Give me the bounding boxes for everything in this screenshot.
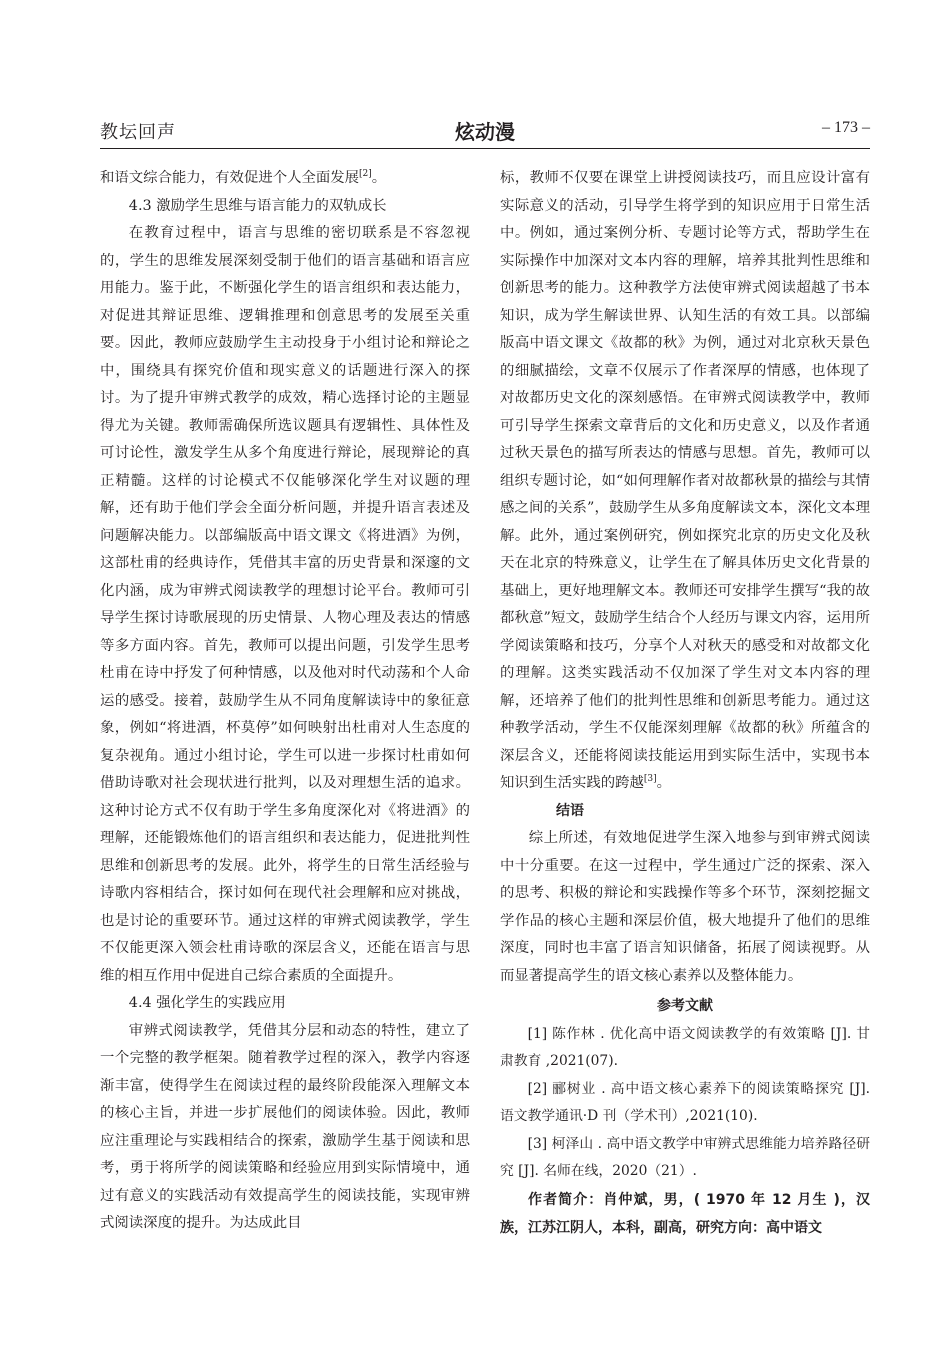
left-column bbox=[100, 165, 470, 1238]
journal-section-title: 教坛回声 bbox=[100, 122, 176, 143]
citation-3: [3] bbox=[643, 774, 657, 785]
conclusion-paragraph: 综上所述，有效地促进学生深入地参与到审辨式阅读中十分重要。在这一过程中，学生通过广泛的探索、深入的思考、积极的辩论和实践操作等多个环节，深刻挖掘文学作品的核心主题和深层价值，极大地提升了他们的思维深度，同时也丰富了语言知识储备，拓展了阅读视野。从而显著提高学生的语文核心素养以及整体能力。 bbox=[500, 830, 870, 984]
section-heading-4-4: 4.4 强化学生的实践应用 bbox=[128, 995, 286, 1011]
intro-text: 和语文综合能力，有效促进个人全面发展 bbox=[100, 170, 360, 186]
section-4-3-paragraph: 在教育过程中，语言与思维的密切联系是不容忽视的，学生的思维发展深刻受制于他们的语言基础和语言应用能力。鉴于此，不断强化学生的语言组织和表达能力，对促进其辩证思维、逻辑推理和创意思考的发展至关重要。因此，教师应鼓励学生主动投身于小组讨论和辩论之中，围绕具有探究价值和现实意义的话题进行深入的探讨。为了提升审辨式教学的成效，精心选择讨论的主题显得尤为关键。教师需确保所选议题具有逻辑性、具体性及可讨论性，激发学生从多个角度进行辩论，展现辩论的真正精髓。这样的讨论模式不仅能够深化学生对议题的理解，还有助于他们学会全面分析问题，并提升语言表述及问题解决能力。以部编版高中语文课文《将进酒》为例，这部杜甫的经典诗作，凭借其丰富的历史背景和深邃的文化内涵，成为审辨式阅读教学的理想讨论平台。教师可引导学生探讨诗歌展现的历史情景、人物心理及表达的情感等多方面内容。首先，教师可以提出问题，引发学生思考杜甫在诗中抒发了何种情感，以及他对时代动荡和个人命运的感受。接着，鼓励学生从不同角度解读诗中的象征意象，例如“将进酒，杯莫停”如何映射出杜甫对人生态度的复杂视角。通过小组讨论，学生可以进一步探讨杜甫如何借助诗歌对社会现状进行批判，以及对理想生活的追求。这种讨论方式不仅有助于学生多角度深化对《将进酒》的理解，还能锻炼他们的语言组织和表达能力，促进批判性思维和创新思考的发展。此外，将学生的日常生活经验与诗歌内容相结合，探讨如何在现代社会理解和应对挑战，也是讨论的重要环节。通过这样的审辨式阅读教学，学生不仅能更深入领会杜甫诗歌的深层含义，还能在语言与思维的相互作用中促进自己综合素质的全面提升。 bbox=[100, 225, 470, 984]
section-heading-4-3: 4.3 激励学生思维与语言能力的双轨成长 bbox=[128, 197, 387, 214]
journal-name: 炫动漫 bbox=[455, 120, 515, 144]
reference-item: [2] 郦树业 . 高中语文核心素养下的阅读策略探究 [J]. 语文教学通讯·D 刊（学术刊）,2021(10). bbox=[500, 1080, 870, 1124]
page-number: – 173 – bbox=[822, 119, 870, 136]
right-column bbox=[500, 165, 870, 1242]
intro-end: 。 bbox=[371, 170, 387, 186]
continued-end: 。 bbox=[656, 775, 672, 791]
continued-text: 标，教师不仅要在课堂上讲授阅读技巧，而且应设计富有实际意义的活动，引导学生将学到的知识应用于日常生活中。例如，通过案例分析、专题讨论等方式，帮助学生在实际操作中加深对文本内容的理解，培养其批判性思维和创新思考的能力。这种教学方法使审辨式阅读超越了书本知识，成为学生解读世界、认知生活的有效工具。以部编版高中语文课文《故都的秋》为例，通过对北京秋天景色的细腻描绘，文章不仅展示了作者深厚的情感，也体现了对故都历史文化的深刻感悟。在审辨式阅读教学中，教师可引导学生探索文章背后的文化和历史意义，以及作者通过秋天景色的描写所表达的情感与思想。首先，教师可以组织专题讨论，如“如何理解作者对故都秋景的描绘与其情感之间的关系”，鼓励学生从多角度解读文本，深化文本理解。此外，通过案例研究，例如探究北京的历史文化及秋天在北京的特殊意义，让学生在了解具体历史文化背景的基础上，更好地理解文本。教师还可安排学生撰写“我的故都秋意”短文，鼓励学生结合个人经历与课文内容，运用所学阅读策略和技巧，分享个人对秋天的感受和对故都文化的理解。这类实践活动不仅加深了学生对文本内容的理解，还培养了他们的批判性思维和创新思考能力。通过这种教学活动，学生不仅能深刻理解《故都的秋》所蕴含的深层含义，还能将阅读技能运用到实际生活中，实现书本知识到生活实践的跨越 bbox=[500, 170, 870, 791]
references-heading: 参考文献 bbox=[657, 998, 713, 1014]
intro-paragraph bbox=[100, 165, 470, 193]
header-rule bbox=[100, 148, 870, 149]
reference-item: [3] 柯泽山 . 高中语文教学中审辨式思维能力培养路径研究 [J]. 名师在线，2020（21）. bbox=[500, 1135, 870, 1179]
citation-2: [2] bbox=[359, 169, 372, 180]
page-header bbox=[100, 116, 870, 144]
reference-item: [1] 陈作林 . 优化高中语文阅读教学的有效策略 [J]. 甘肃教育 ,2021(07). bbox=[500, 1025, 870, 1069]
continued-paragraph bbox=[500, 165, 870, 798]
section-4-4-paragraph: 审辨式阅读教学，凭借其分层和动态的特性，建立了一个完整的教学框架。随着教学过程的深入，教学内容逐渐丰富，使得学生在阅读过程的最终阶段能深入理解文本的核心主旨，并进一步扩展他们的阅读体验。因此，教师应注重理论与实践相结合的探索，激励学生基于阅读和思考，勇于将所学的阅读策略和经验应用到实际情境中，通过有意义的实践活动有效提高学生的阅读技能，实现审辨式阅读深度的提升。为达成此目 bbox=[100, 1022, 470, 1231]
author-bio: 作者简介：肖仲斌，男，( 1970 年 12 月生 )，汉族，江苏江阴人，本科，副高，研究方向：高中语文 bbox=[500, 1191, 870, 1236]
conclusion-heading: 结语 bbox=[556, 802, 584, 819]
